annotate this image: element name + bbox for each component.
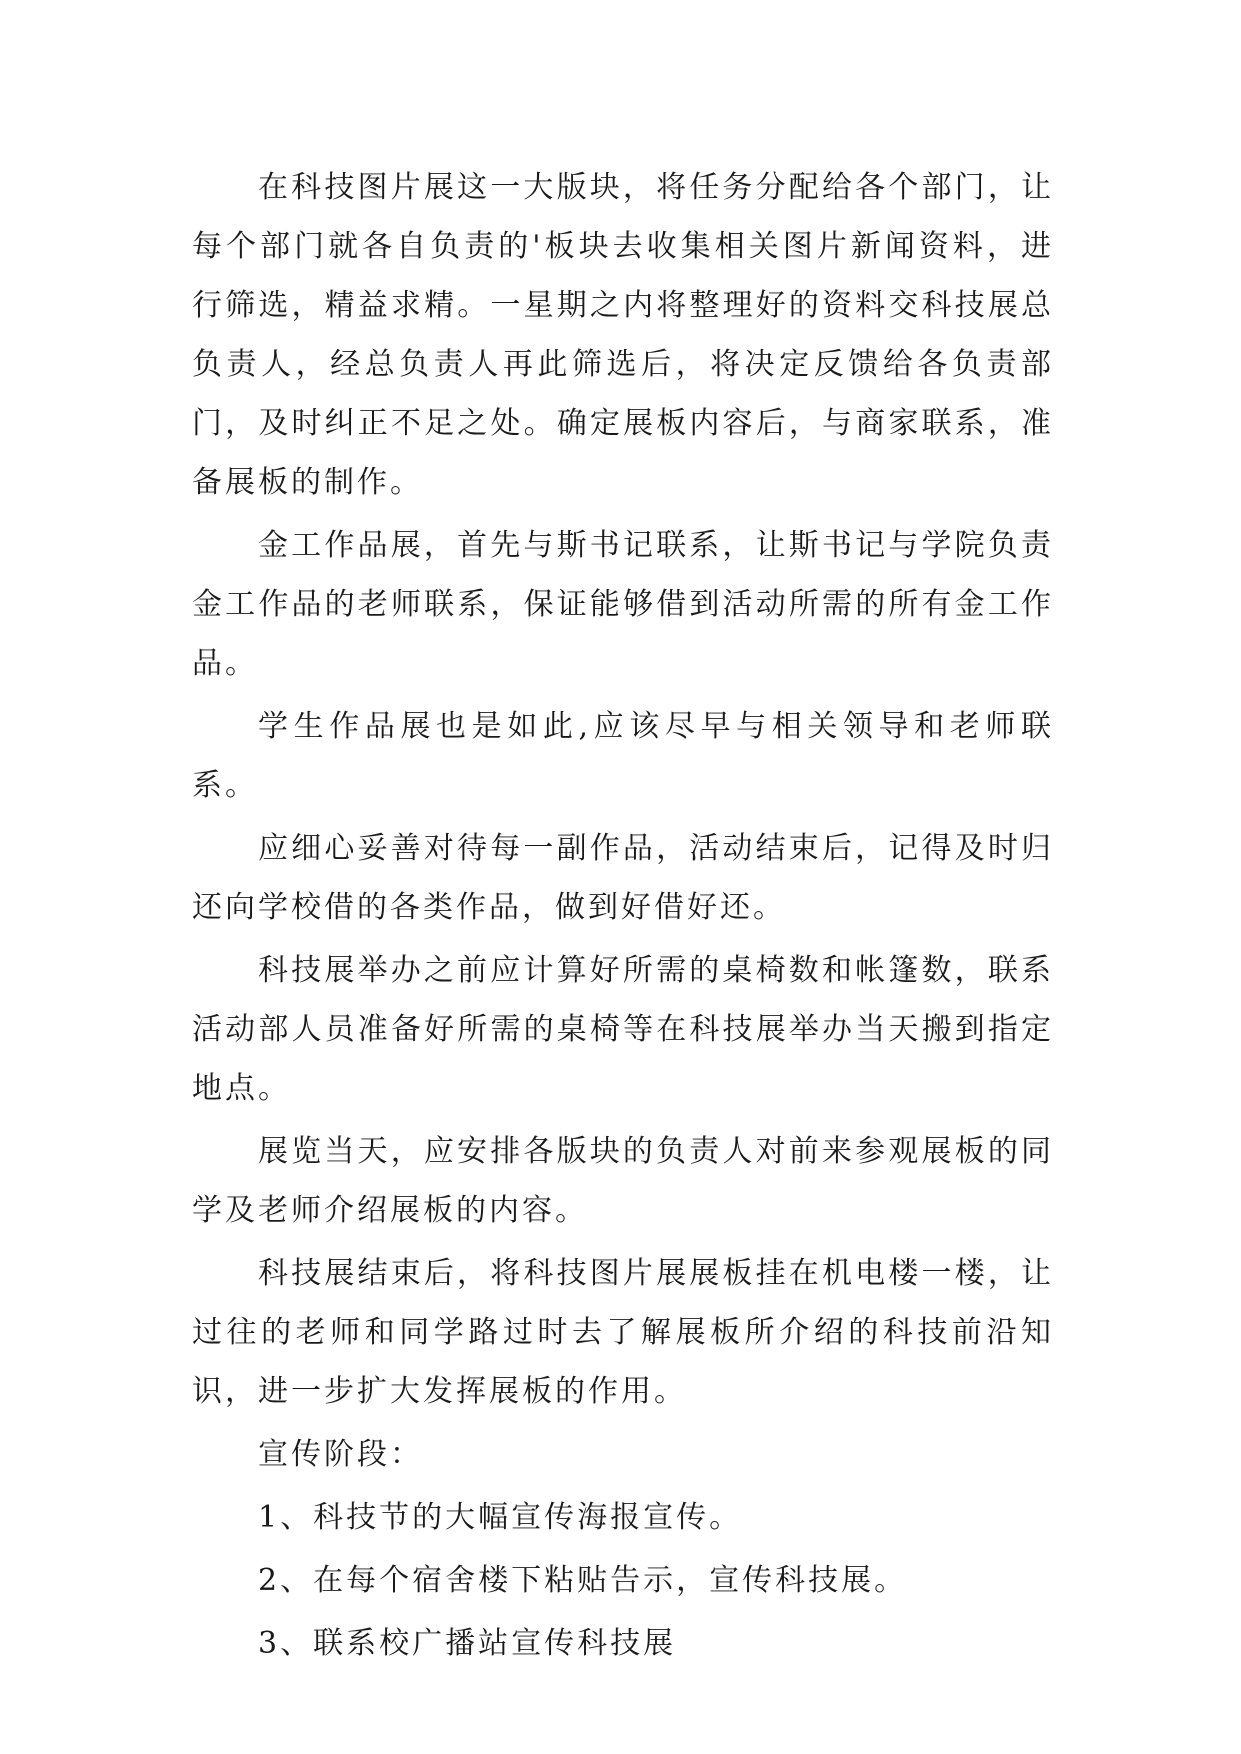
list-item-1: 1、科技节的大幅宣传海报宣传。	[258, 1500, 743, 1535]
paragraph-5: 科技展举办之前应计算好所需的桌椅数和帐篷数，联系活动部人员准备好所需的桌椅等在科技展举办当天搬到指定地点。	[192, 953, 1054, 1106]
paragraph-6: 展览当天，应安排各版块的负责人对前来参观展板的同学及老师介绍展板的内容。	[192, 1134, 1054, 1228]
paragraph-3: 学生作品展也是如此,应该尽早与相关领导和老师联系。	[192, 709, 1054, 803]
document-page	[192, 158, 1054, 1677]
paragraph-4: 应细心妥善对待每一副作品，活动结束后，记得及时归还向学校借的各类作品，做到好借好还。	[192, 831, 1054, 925]
list-item-2: 2、在每个宿舍楼下粘贴告示，宣传科技展。	[258, 1563, 908, 1598]
paragraph-1: 在科技图片展这一大版块，将任务分配给各个部门，让每个部门就各自负责的'板块去收集相关图片新闻资料，进行筛选，精益求精。一星期之内将整理好的资料交科技展总负责人，经总负责人再此筛选后，将决定反馈给各负责部门，及时纠正不足之处。确定展板内容后，与商家联系，准备展板的制作。	[192, 170, 1054, 500]
list-item-3: 3、联系校广播站宣传科技展	[258, 1626, 677, 1661]
paragraph-2: 金工作品展，首先与斯书记联系，让斯书记与学院负责金工作品的老师联系，保证能够借到活动所需的所有金工作品。	[192, 528, 1054, 681]
section-heading-publicity: 宣传阶段：	[258, 1437, 423, 1472]
paragraph-7: 科技展结束后，将科技图片展展板挂在机电楼一楼，让过往的老师和同学路过时去了解展板所介绍的科技前沿知识，进一步扩大发挥展板的作用。	[192, 1256, 1054, 1409]
